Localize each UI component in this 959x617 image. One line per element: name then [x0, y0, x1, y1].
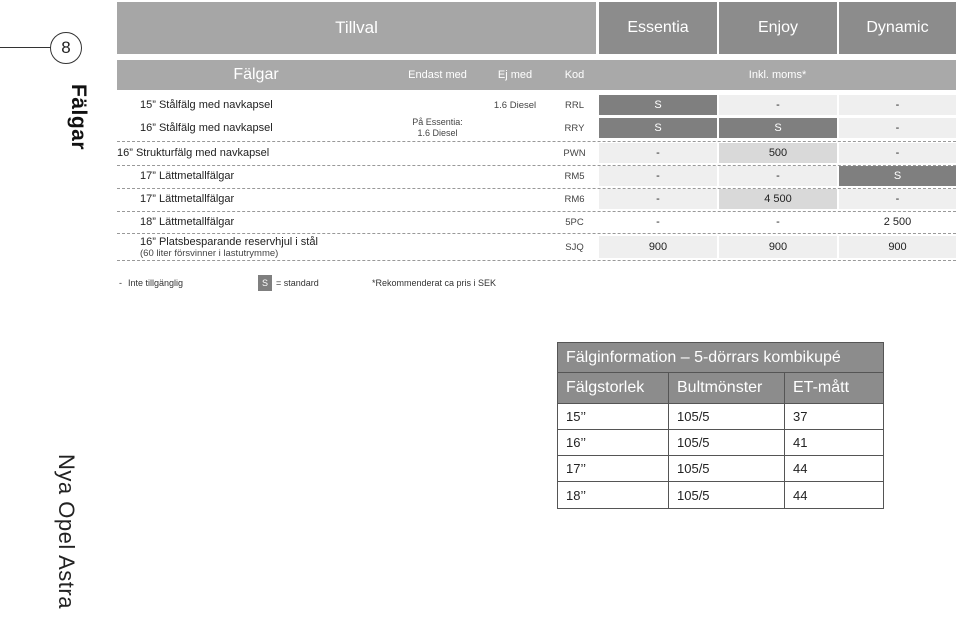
- row-value-enjoy: 4 500: [719, 189, 837, 209]
- row-label: 17” Lättmetallfälgar: [140, 193, 235, 205]
- row-value-essentia: 900: [599, 236, 717, 258]
- header-trim-essentia: Essentia: [599, 2, 717, 54]
- bolt-pattern: 105/5: [669, 430, 785, 455]
- table-row: [558, 404, 883, 430]
- rim-info-header-size: Fälgstorlek: [558, 373, 669, 403]
- page-number: 8: [50, 32, 82, 64]
- legend-s-text: = standard: [276, 278, 319, 288]
- rim-info-header-et: ET-mått: [793, 379, 850, 396]
- row-value-dynamic: S: [839, 166, 956, 186]
- row-label: 17” Lättmetallfälgar: [140, 170, 235, 182]
- legend-dash-text: Inte tillgänglig: [128, 278, 184, 288]
- row-value-essentia: -: [599, 189, 717, 209]
- rim-size: 17’’: [558, 456, 669, 481]
- endast-note-line1: På Essentia:: [412, 117, 463, 127]
- header-trim-enjoy: Enjoy: [719, 2, 837, 54]
- header-falgar: Fälgar: [117, 60, 395, 90]
- et-value: 41: [793, 435, 808, 450]
- row-value-enjoy: -: [776, 216, 780, 228]
- header-tillval: Tillval: [117, 2, 596, 54]
- row-value-enjoy: -: [719, 95, 837, 115]
- row-value-dynamic: 900: [839, 236, 956, 258]
- row-value-enjoy: 900: [719, 236, 837, 258]
- header-inkl-moms: Inkl. moms*: [599, 60, 956, 90]
- bolt-pattern: 105/5: [669, 404, 785, 429]
- row-value-enjoy: S: [719, 118, 837, 138]
- row-label: 16” Strukturfälg med navkapsel: [117, 147, 270, 159]
- row-code: RM6: [564, 193, 585, 205]
- legend-note: *Rekommenderat ca pris i SEK: [372, 278, 497, 288]
- row-sublabel: (60 liter försvinner i lastutrymme): [140, 247, 279, 259]
- row-label: 18” Lättmetallfälgar: [140, 216, 235, 228]
- row-label: 15” Stålfälg med navkapsel: [140, 99, 273, 111]
- brand-title: Nya Opel Astra: [54, 454, 79, 609]
- endast-note-line2: 1.6 Diesel: [417, 128, 458, 138]
- rim-size: 18’’: [558, 482, 669, 508]
- row-value-dynamic: 2 500: [883, 216, 912, 228]
- table-row: [558, 430, 883, 456]
- et-value: 44: [793, 487, 808, 503]
- row-value-essentia: -: [599, 143, 717, 163]
- header-endast-med: Endast med: [395, 60, 480, 90]
- row-value-enjoy: -: [719, 166, 837, 186]
- legend-standard: [258, 275, 319, 291]
- bolt-pattern: 105/5: [669, 456, 785, 481]
- rim-info-title: Fälginformation – 5-dörrars kombikupé: [558, 343, 883, 373]
- row-value-essentia: -: [599, 166, 717, 186]
- et-value: 37: [793, 409, 808, 424]
- table-row: [558, 456, 883, 482]
- row-label: 16” Platsbesparande reservhjul i stål: [140, 235, 318, 248]
- row-code: RRL: [564, 99, 584, 111]
- row-code: 5PC: [565, 216, 584, 228]
- header-kod: Kod: [550, 60, 599, 90]
- row-value-essentia: S: [599, 118, 717, 138]
- rim-info-table: [557, 342, 884, 509]
- row-value-essentia: S: [599, 95, 717, 115]
- legend-unavailable: [119, 275, 183, 291]
- row-divider: [117, 141, 956, 142]
- legend-dash: -: [119, 278, 122, 288]
- row-code: RM5: [564, 170, 585, 182]
- row-value-enjoy: 500: [719, 143, 837, 163]
- row-value-dynamic: -: [839, 118, 956, 138]
- header-ej-med: Ej med: [480, 60, 550, 90]
- rim-info-header-bolt: Bultmönster: [669, 373, 785, 403]
- table-row: [558, 482, 883, 508]
- row-code: SJQ: [565, 241, 584, 253]
- rim-size: 15’’: [558, 404, 669, 429]
- row-code: PWN: [563, 147, 586, 159]
- header-trim-dynamic: Dynamic: [839, 2, 956, 54]
- rim-info-header: [558, 373, 883, 404]
- endast-note: [395, 117, 480, 139]
- row-value-dynamic: -: [839, 189, 956, 209]
- row-value-dynamic: -: [839, 95, 956, 115]
- row-divider: [117, 260, 956, 261]
- row-value-essentia: -: [656, 216, 660, 228]
- row-code: RRY: [564, 122, 585, 134]
- bolt-pattern: 105/5: [669, 482, 785, 508]
- rim-size: 16’’: [558, 430, 669, 455]
- legend-s-box: S: [258, 275, 272, 291]
- row-value-dynamic: -: [839, 143, 956, 163]
- row-ej-med: 1.6 Diesel: [493, 99, 537, 111]
- section-title: Fälgar: [67, 84, 90, 151]
- et-value: 44: [793, 461, 808, 476]
- row-label: 16” Stålfälg med navkapsel: [140, 122, 273, 134]
- row-divider: [117, 233, 956, 234]
